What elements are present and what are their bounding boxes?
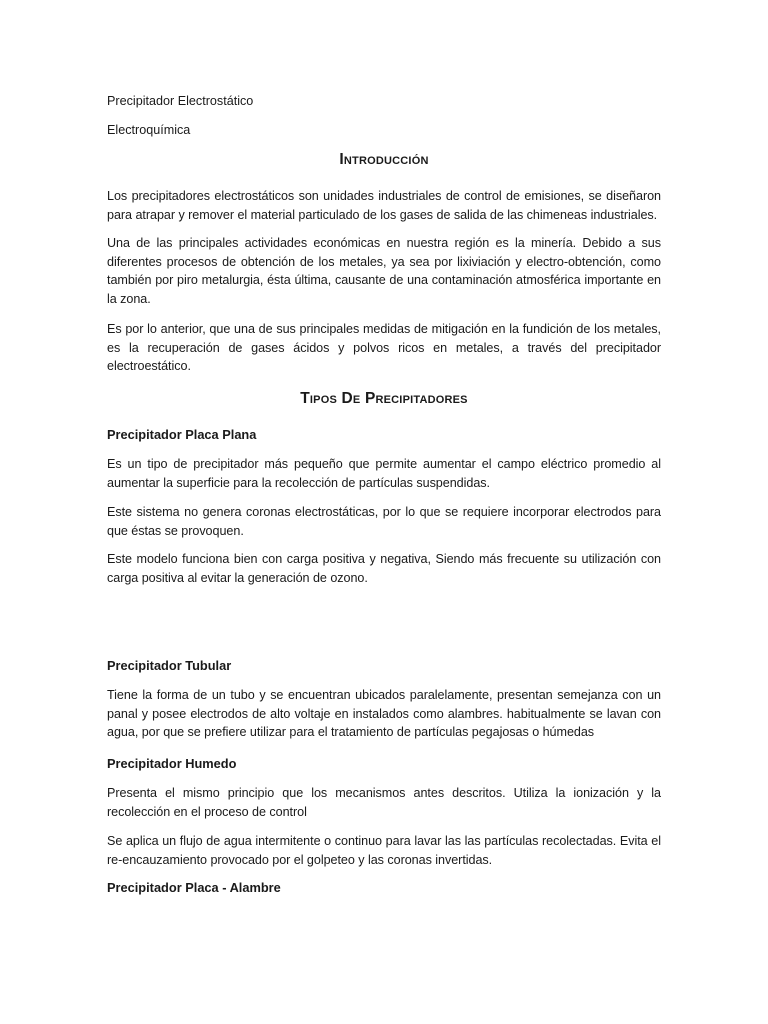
subheading-humedo: Precipitador Humedo bbox=[107, 756, 237, 771]
humedo-paragraph-1: Presenta el mismo principio que los mecanismos antes descritos. Utiliza la ionización y la recolección en el proceso de control bbox=[107, 786, 661, 819]
intro-paragraph-1: Los precipitadores electrostáticos son unidades industriales de control de emisiones, se diseñaron para atrapar y remover el material particulado de los gases de salida de las chimeneas industriales. bbox=[107, 189, 661, 222]
subheading-placa-alambre: Precipitador Placa - Alambre bbox=[107, 880, 281, 895]
subheading-tubular: Precipitador Tubular bbox=[107, 658, 232, 673]
tubular-paragraph-1: Tiene la forma de un tubo y se encuentran ubicados paralelamente, presentan semejanza con un panal y posee electrodos de alto voltaje en instalados como alambres. habitualmente se lavan con agua, por que se prefiere utilizar para el tratamiento de partículas pegajosas o húmedas bbox=[107, 688, 661, 740]
humedo-paragraph-2: Se aplica un flujo de agua intermitente o continuo para lavar las las partículas recolectadas. Evita el re-encauzamiento provocado por el golpeteo y las coronas invertidas. bbox=[107, 834, 661, 867]
placa-plana-paragraph-3: Este modelo funciona bien con carga positiva y negativa, Siendo más frecuente su utilización con carga positiva al evitar la generación de ozono. bbox=[107, 552, 661, 585]
placa-plana-paragraph-1: Es un tipo de precipitador más pequeño que permite aumentar el campo eléctrico promedio al aumentar la superficie para la recolección de partículas suspendidas. bbox=[107, 457, 661, 490]
subheading-placa-plana: Precipitador Placa Plana bbox=[107, 427, 257, 442]
intro-paragraph-3: Es por lo anterior, que una de sus principales medidas de mitigación en la fundición de los metales, es la recuperación de gases ácidos y polvos ricos en metales, a través del precipitador electroestático. bbox=[107, 322, 661, 374]
document-title: Precipitador Electrostático bbox=[107, 94, 254, 108]
document-subject: Electroquímica bbox=[107, 123, 191, 137]
section-heading-tipos: Tipos De Precipitadores bbox=[300, 390, 468, 407]
intro-paragraph-2: Una de las principales actividades económicas en nuestra región es la minería. Debido a sus diferentes procesos de obtención de los metales, ya sea por lixiviación y electro-obtención, como también por piro metalurgia, ésta última, causante de una contaminación atmosférica importante en la zona. bbox=[107, 236, 661, 306]
section-heading-introduccion: Introducción bbox=[339, 151, 429, 168]
placa-plana-paragraph-2: Este sistema no genera coronas electrostáticas, por lo que se requiere incorporar electrodos para que éstas se provoquen. bbox=[107, 505, 661, 538]
